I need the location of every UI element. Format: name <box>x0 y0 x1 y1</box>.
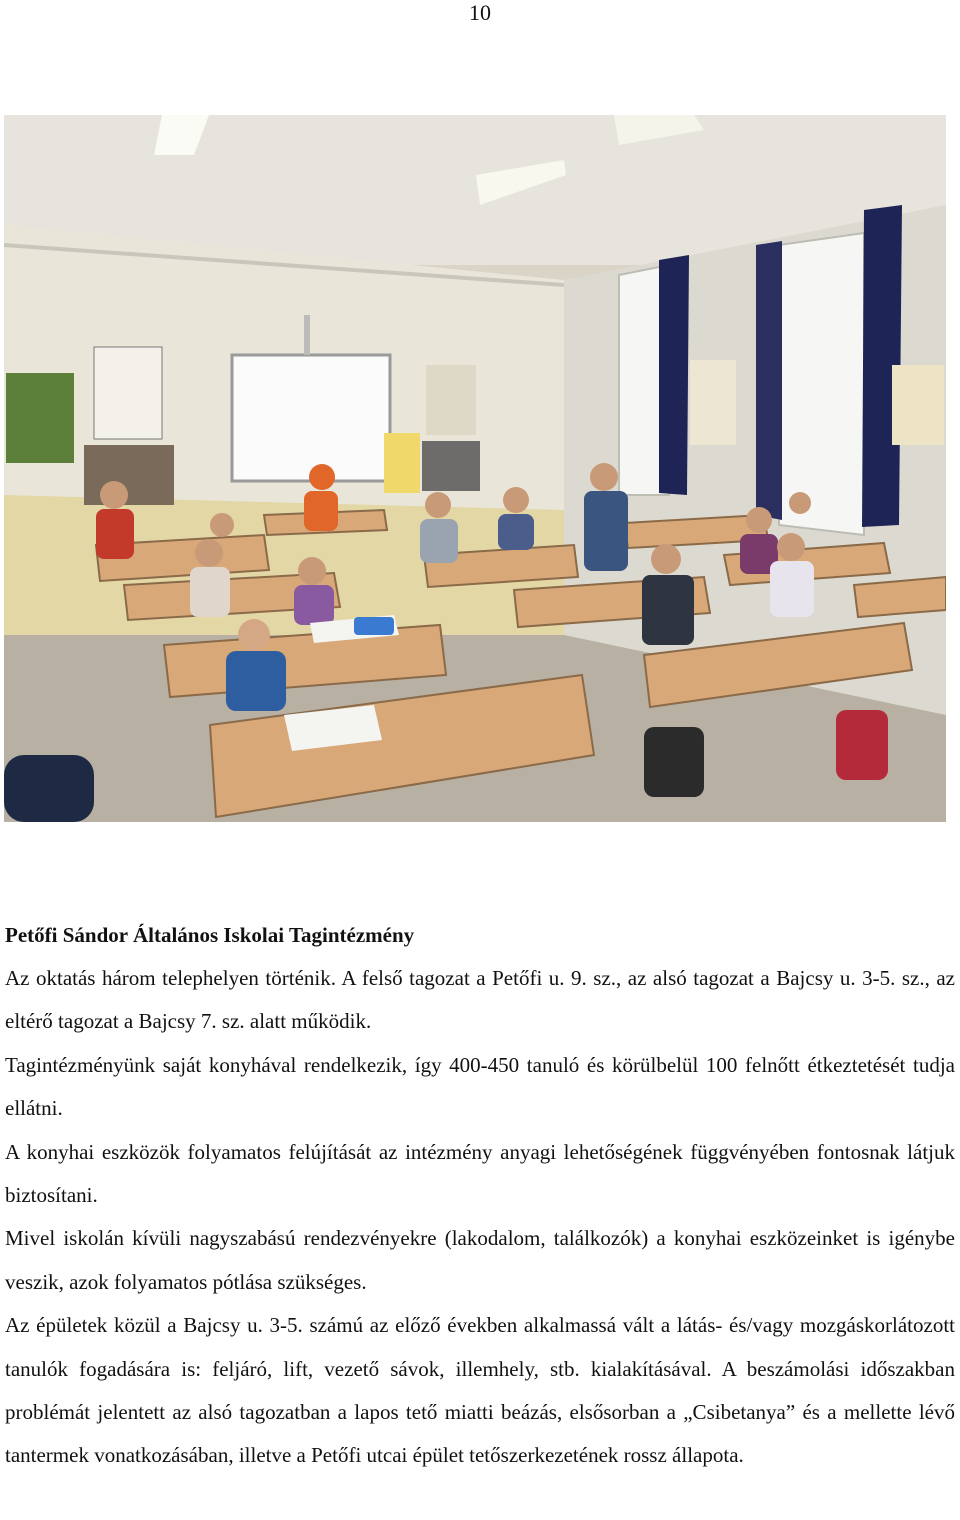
page-number: 10 <box>469 0 491 25</box>
paragraph-4: Mivel iskolán kívüli nagyszabású rendezvényekre (lakodalom, találkozók) a konyhai eszközeinket is igénybe veszik, azok folyamatos pótlása szükséges. <box>5 1226 955 1294</box>
section-heading: Petőfi Sándor Általános Iskolai Tagintézmény <box>5 923 415 947</box>
document-body <box>5 922 955 1478</box>
paragraph-2: Tagintézményünk saját konyhával rendelkezik, így 400-450 tanuló és körülbelül 100 felnőtt étkeztetését tudja ellátni. <box>5 1052 955 1121</box>
paragraph-5: Az épületek közül a Bajcsy u. 3-5. számú az előző években alkalmassá vált a látás- és/vagy mozgáskorlátozott tanulók fogadására is: feljáró, lift, vezető sávok, illemhely, stb. kialakításával. A beszámolási időszakban problémát jelentett az alsó tagozatban a lapos tető miatti beázás, elsősorban a „Csibetanya” és a mellette lévő tantermek vonatkozásában, illetve a Petőfi utcai épület tetőszerkezetének rossz állapota. <box>5 1313 955 1468</box>
paragraph-1: Az oktatás három telephelyen történik. A felső tagozat a Petőfi u. 9. sz., az alsó tagozat a Bajcsy u. 3-5. sz., az eltérő tagozat a Bajcsy 7. sz. alatt működik. <box>5 966 955 1034</box>
paragraph-3: A konyhai eszközök folyamatos felújítását az intézmény anyagi lehetőségének függvényében fontosnak látjuk biztosítani. <box>5 1139 955 1208</box>
classroom-photo <box>4 115 946 822</box>
